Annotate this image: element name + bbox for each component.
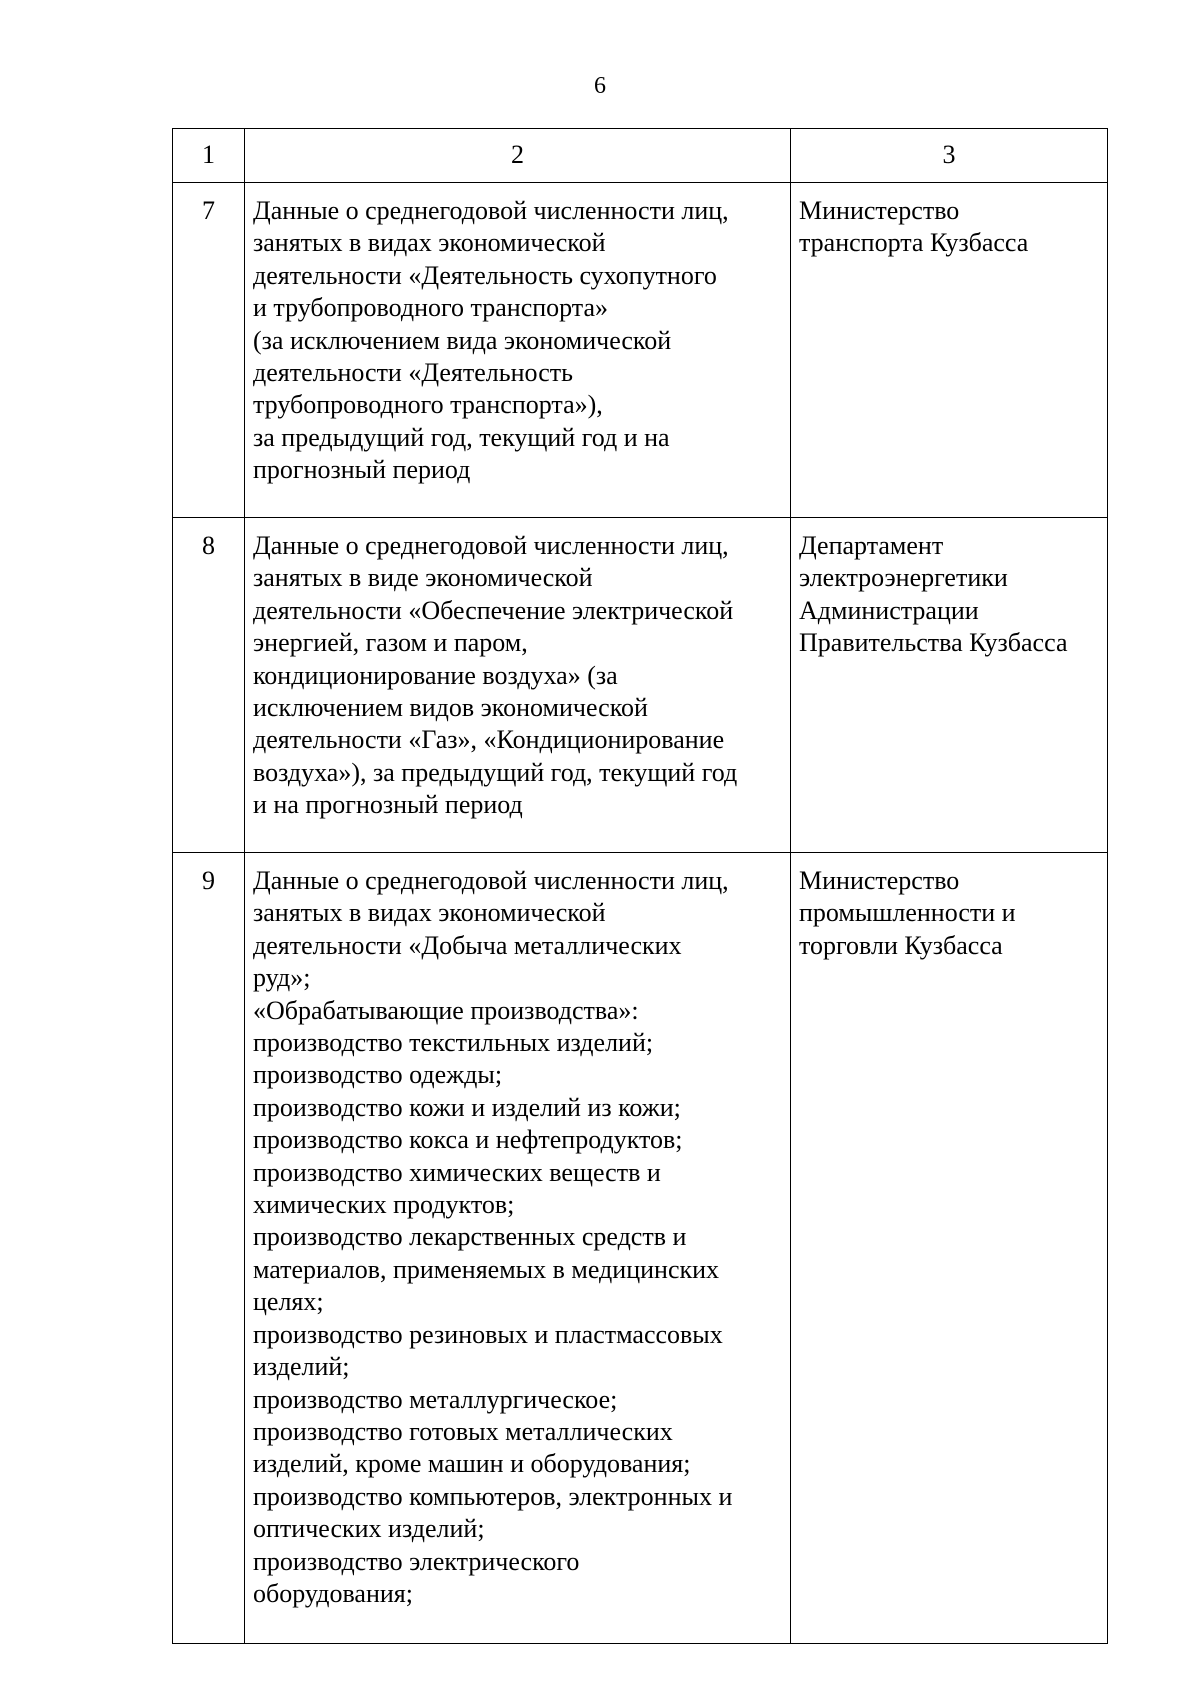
table-row: [173, 518, 1108, 853]
row-description: Данные о среднегодовой численности лиц, занятых в виде экономической деятельности «Обеспечение электрической энергией, газом и паром, кондиционирование воздуха» (за исключением видов экономической деятельности «Газ», «Кондиционирование воздуха»), за предыдущий год, текущий год и на прогнозный период: [245, 518, 791, 853]
row-number: 9: [173, 853, 245, 1644]
row-agency: Министерство промышленности и торговли Кузбасса: [791, 853, 1108, 1644]
row-agency: Министерство транспорта Кузбасса: [791, 183, 1108, 518]
column-header-number: 1: [173, 129, 245, 183]
table-row: [173, 853, 1108, 1644]
row-number: 7: [173, 183, 245, 518]
row-description: Данные о среднегодовой численности лиц, занятых в видах экономической деятельности «Деятельность сухопутного и трубопроводного транспорта» (за исключением вида экономической деятельности «Деятельность трубопроводного транспорта»), за предыдущий год, текущий год и на прогнозный период: [245, 183, 791, 518]
page-number: 6: [594, 73, 606, 99]
column-header-agency: 3: [791, 129, 1108, 183]
row-description: Данные о среднегодовой численности лиц, занятых в видах экономической деятельности «Добыча металлических руд»; «Обрабатывающие производства»: производство текстильных изделий; производство одежды; производство кожи и изделий из кожи; производство кокса и нефтепродуктов; производство химических веществ и химических продуктов; производство лекарственных средств и материалов, применяемых в медицинских целях; производство резиновых и пластмассовых изделий; производство металлургическое; производство готовых металлических изделий, кроме машин и оборудования; производство компьютеров, электронных и оптических изделий; производство электрического оборудования;: [245, 853, 791, 1644]
table-row: [173, 183, 1108, 518]
row-number: 8: [173, 518, 245, 853]
table-header-row: [173, 129, 1108, 183]
data-table: [172, 128, 1108, 1644]
row-agency: Департамент электроэнергетики Администрации Правительства Кузбасса: [791, 518, 1108, 853]
column-header-description: 2: [245, 129, 791, 183]
